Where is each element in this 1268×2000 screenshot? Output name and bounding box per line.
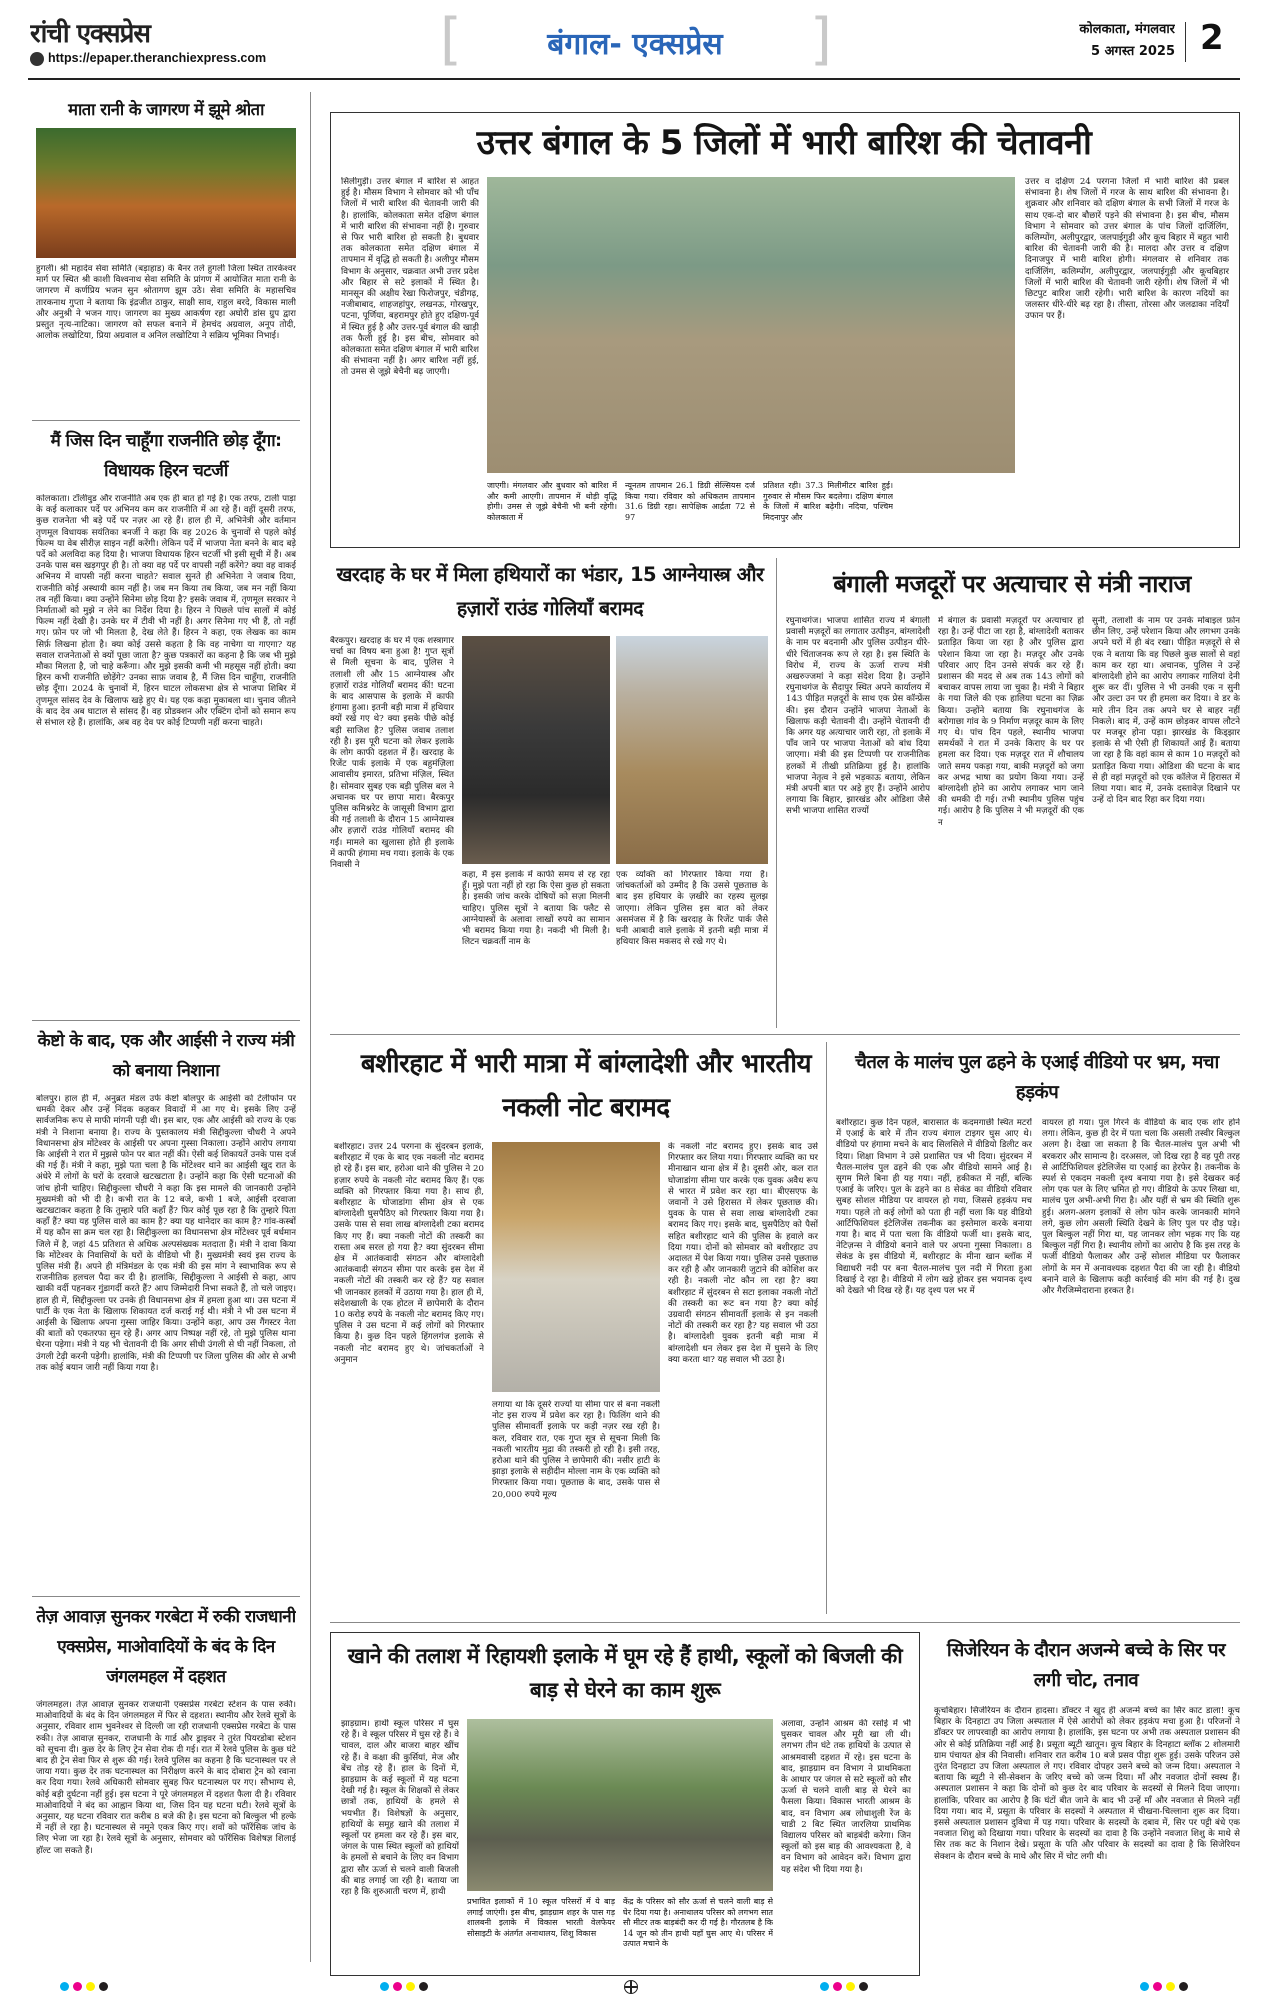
cyan-mark	[380, 1982, 389, 1991]
rajdhani-headline: तेज़ आवाज़ सुनकर गरबेटा में रुकी राजधानी एक्सप्रेस, माओवादियों के बंद के दिन जंगलमहल में दहशत	[36, 1607, 296, 1687]
building-photo	[616, 636, 768, 864]
magenta-mark	[1153, 1982, 1162, 1991]
mid-rule	[330, 1034, 1240, 1035]
cyan-mark	[1140, 1982, 1149, 1991]
page-number: 2	[1200, 18, 1224, 58]
jagran-photo	[36, 128, 296, 258]
cesarean-body: कूचबिहार। सिजेरियन के दौरान हादसा। डॉक्टर ने खुद ही अजन्मे बच्चे का सिर काट डाला! कूच बिहार के दिनहाटा उप जिला अस्पताल में ऐसे आरोपों को लेकर हड़कंप मचा हुआ है। परिजनों ने डॉक्टर पर लापरवाही का आरोप लगाया है। हालांकि, इस घटना पर अभी तक अस्पताल प्रशासन की ओर से कोई प्रतिक्रिया नहीं आई है। प्रसूता ब्यूटी खातून। कूच बिहार के दिनहाटा ब्लॉक 2 शोलमारी ग्राम पंचायत क्षेत्र की निवासी। शनिवार रात करीब 10 बजे प्रसव पीड़ा शुरू हुई। उसके परिजन उसे तुरंत दिनहाटा उप जिला अस्पताल ले गए। रविवार दोपहर उसने बच्चे को जन्म दिया। अस्पताल ने बताया कि ब्यूटी ने सी-सेक्शन के जरिए बच्चे को जन्म दिया। माँ और नवजात दोनों स्वस्थ हैं। अस्पताल प्रशासन ने कहा कि दोनों को कुछ देर बाद परिवार के सदस्यों से मिलने दिया जाएगा। हालांकि, परिवार का आरोप है कि घंटों बीत जाने के बाद भी उन्हें माँ और नवजात से मिलने नहीं दिया गया। बाद में, प्रसूता के परिवार के सदस्यों ने अस्पताल में चीखना-चिल्लाना शुरू कर दिया। इससे अस्पताल प्रशासन दुविधा में पड़ गया। परिवार के सदस्यों के दबाव में, सिर पर पट्टी बंधे एक नवजात शिशु को दिखाया गया। परिवार के सदस्यों का दावा है कि उन्होंने नवजात शिशु के माथे से सिर तक कट के निशान देखे। प्रसूता के पति और परिवार के सदस्यों का दावा है कि सिजेरियन सेक्शन के दौरान बच्चे के माथे और सिर में चोट लगी थी।	[934, 1706, 1240, 1862]
magenta-mark	[73, 1982, 82, 1991]
hathi-box	[330, 1632, 920, 1976]
chaital-headline: चैतल के मालंच पुल ढहने के एआई वीडियो पर भ्रम, मचा हड़कंप	[855, 1052, 1219, 1103]
jagran-body: हुगली। श्री महादेव सेवा समिति (बड़ाहाड) के बैनर तले हुगली जिला स्थित तारकेश्वर मार्ग पर स्थित श्री काशी विश्वनाथ सेवा समिति के प्रांगण में आयोजित माता रानी के जागरण में कर्णप्रिय भजन सुन श्रोतागण झूम उठे। सेवा समिति के महासचिव तारकनाथ गुप्ता ने बताया कि इंद्रजीत ठाकुर, साक्षी साव, राहुल बरदे, विकास माली और अनुश्री ने भजन गाए। जागरण का मुख्य आकर्षण रहा अघोरी डांस ग्रुप द्वारा प्रस्तुत नृत्य-नाटिका। जागरण को सफल बनाने में हेमचंद अग्रवाल, अनूप तोदी, आलोक लखोटिया, प्रिया अग्रवाल व अनिल लखोटिया ने सक्रिय भूमिका निभाई।	[36, 264, 296, 342]
khardah-col-3: एक व्यक्ति को गिरफ्तार किया गया है। जांचकर्ताओं को उम्मीद है कि उससे पूछताछ के बाद इस हथियार के ज़खीरे का रहस्य सुलझ जाएगा। लेकिन पुलिस इस बात को लेकर असमंजस में है कि खरदाह के रिजेंट पार्क जैसे घनी आबादी वाले इलाके में इतनी बड़ी मात्रा में हथियार किस मकसद से रखे गए थे।	[616, 870, 768, 948]
chaital-col-2: वायरल हो गया। पुल गिरने के वीडियो के बाद एक शोर होने लगा। लेकिन, कुछ ही देर में पता चला कि असली तस्वीर बिल्कुल अलग है। देखा जा सकता है कि चैतल-मालंच पुल अभी भी बरकरार और सामान्य है। दरअसल, जो दिख रहा है वह पूरी तरह से आर्टिफिशियल इंटेलिजेंस या एआई का हेरफेर है। तकनीक के स्पर्श से एकदम नकली दृश्य बनाया गया है। इसे देखकर कई लोग एक पल के लिए भ्रमित हो गए। वीडियो के ऊपर लिखा था, मालंच पुल अभी-अभी गिरा है। और यहीं से भ्रम की स्थिति शुरू हुई। अलग-अलग इलाकों से लोग फोन करके जानकारी मांगने लगे, कुछ लोग असली स्थिति देखने के लिए पुल पर दौड़ पड़े। पुल बिल्कुल नहीं गिरा था, यह जानकर लोग भड़क गए कि यह बिल्कुल नहीं गिरा है। स्थानीय लोगों का आरोप है कि इस तरह के फर्जी वीडियो फैलाकर और उन्हें सोशल मीडिया पर फैलाकर लोगों के मन में अनावश्यक दहशत पैदा की जा रही है। वीडियो बनाने वाले के खिलाफ कड़ी कार्रवाई की मांग की गई है। दुख और गैरजिम्मेदाराना हरकत है।	[1042, 1118, 1240, 1297]
yellow-mark	[406, 1982, 415, 1991]
location-day: कोलकाता, मंगलवार	[1079, 22, 1175, 37]
cyan-mark	[60, 1982, 69, 1991]
date-divider	[1185, 22, 1186, 62]
left-bracket: [	[440, 12, 462, 72]
lead-col-5: उत्तर व दक्षिण 24 परगना जिलों में भारी बारिश की प्रबल संभावना है। शेष जिलों में गरज के साथ बारिश की संभावना है। शुक्रवार और शनिवार को दक्षिण बंगाल के सभी जिलों में गरज के साथ एक-दो बार बौछारें पड़ने की संभावना है। इस बीच, मौसम विभाग ने सोमवार को उत्तर बंगाल के पांच जिलों दार्जिलिंग, कलिम्पोंग, अलीपुरद्वार, जलपाईगुड़ी और कूच बिहार में बहुत भारी बारिश की चेतावनी जारी की है। मालदा और उत्तर व दक्षिण दिनाजपुर में भारी बारिश होगी। मंगलवार से शनिवार तक दार्जिलिंग, कलिम्पोंग, अलीपुरद्वार, जलपाईगुड़ी और कूचबिहार जिलों में भारी बारिश की चेतावनी जारी रहेगी। शेष जिलों में भी छिटपुट बारिश जारी रहेगी। भारी बारिश के कारण नदियों का जलस्तर धीरे-धीरे बढ़ रहा है। तीस्ता, तोरसा और जलढाका नदियाँ उफान पर हैं।	[1025, 177, 1229, 322]
mazdoor-col-2: में बंगाल के प्रवासी मज़दूरों पर अत्याचार हो रहा है। उन्हें पीटा जा रहा है, बांग्लादेशी बताकर प्रताड़ित किया जा रहा है और पुलिस द्वारा परेशान किया जा रहा है। मज़दूर और उनके परिवार आए दिन उनसे संपर्क कर रहे हैं। प्रशासन की मदद से अब तक 143 लोगों को बचाकर वापस लाया जा चुका है। मंत्री ने बिहार के गया जिले की एक हालिया घटना का ज़िक्र किया। उन्होंने बताया कि रघुनाथगंज के बरोगाछा गांव के 9 निर्माण मज़दूर काम के लिए गए थे। पांच दिन पहले, स्थानीय भाजपा समर्थकों ने रात में उनके किराए के घर पर हमला कर दिया। एक मज़दूर रात में शौचालय जाते समय पकड़ा गया, बाकी मज़दूरों को जगा कर अभद्र भाषा का प्रयोग किया गया। उन्हें बांग्लादेशी होने का आरोप लगाकर भाग जाने की धमकी दी गई। तभी स्थानीय पुलिस पहुंच गई। आरोप है कि पुलिस ने भी मज़दूरों की एक न	[938, 616, 1084, 828]
issue-date: 5 अगस्त 2025	[1091, 44, 1175, 59]
black-mark	[859, 1982, 868, 1991]
cesarean-headline: सिजेरियन के दौरान अजन्मे बच्चे के सिर पर लगी चोट, तनाव	[946, 1640, 1226, 1691]
hathi-col-1: झाड़ग्राम। हाथी स्कूल परिसर में घुस रहे हैं। वे स्कूल परिसर में घुस रहे हैं। वे चावल, दाल और बाजरा बाहर खींच रहे हैं। वे कक्षा की कुर्सियां, मेज और बेंच तोड़ रहे हैं। हाल के दिनों में, झाड़ग्राम के कई स्कूलों में यह घटना देखी गई है। स्कूल के शिक्षकों से लेकर छात्रों तक, हाथियों के हमले से भयभीत हैं। विशेषज्ञों के अनुसार, हाथियों के समूह खाने की तलाश में स्कूलों पर हमला कर रहे हैं। इस बार, जंगल के पास स्थित स्कूलों को हाथियों के हमलों से बचाने के लिए वन विभाग द्वारा सौर ऊर्जा से चलने वाली बिजली की बाड़ लगाई जा रही है। बताया जा रहा है कि शुरुआती चरण में, हाथी	[341, 1719, 459, 1898]
lead-headline: उत्तर बंगाल के 5 जिलों में भारी बारिश की चेतावनी	[476, 123, 1092, 163]
left-rule-1	[32, 420, 300, 421]
cyan-mark	[820, 1982, 829, 1991]
rajdhani-body: जंगलमहल। तेज़ आवाज़ सुनकर राजधानी एक्सप्रेस गरबेटा स्टेशन के पास रुकी। माओवादियों के बंद के दिन जंगलमहल में फिर से दहशत। स्थानीय और रेलवे सूत्रों के अनुसार, रविवार शाम भुवनेश्वर से दिल्ली जा रही राजधानी एक्सप्रेस गरबेटा के पास रुकी। तेज़ आवाज़ सुनकर, राजधानी के गार्ड और ड्राइवर ने तुरंत पियरडोबा स्टेशन को सूचना दी। कुछ देर के लिए ट्रेन सेवा रोक दी गई। रात में रेलवे पुलिस के कुछ घंटे बाद ही ट्रेन सेवा फिर से शुरू की गई। रेलवे पुलिस का कहना है कि घटनास्थल पर ले जाया गया। कुछ देर तक घटनास्थल का निरीक्षण करने के बाद दोबारा ट्रेन को रवाना कर दिया गया। रेलवे अधिकारी सोमवार सुबह फिर घटनास्थल पर गए। सौभाग्य से, कोई बड़ी दुर्घटना नहीं हुई। इस घटना ने पूरे जंगलमहल में दहशत फैला दी है। रविवार माओवादियों ने बंद का आह्वान किया था, जिस दिन यह घटना घटी। रेलवे सूत्रों के अनुसार, यह घटना रविवार रात करीब 8 बजे की है। इस घटना को बिल्कुल भी हल्के में नहीं ले रहा है। घटनास्थल से नमूने एकत्र किए गए। शवों को फॉरेंसिक जांच के लिए भेजा जा रहा है। रेलवे सूत्रों के अनुसार, सोमवार को फॉरेंसिक विशेषज्ञ शिलाई हॉल्ट जा सकते हैं।	[36, 1700, 296, 1856]
ic-headline: केष्टो के बाद, एक और आईसी ने राज्य मंत्री को बनाया निशाना	[37, 1031, 295, 1081]
left-rule-2	[32, 1020, 300, 1021]
color-registration-left	[60, 1982, 108, 1992]
color-registration-mid-left	[380, 1982, 428, 1992]
yellow-mark	[1166, 1982, 1175, 1991]
crosshair-icon	[624, 1980, 638, 1994]
magenta-mark	[393, 1982, 402, 1991]
mazdoor-col-3: सुनी, तलाशी के नाम पर उनके मोबाइल फ़ोन छीन लिए, उन्हें परेशान किया और लगभग उनके अपने घरों में ही बंद रखा। पीड़ित मज़दूरों से से एक ने बताया कि वह पिछले कुछ सालों से वहां काम कर रहा था। अचानक, पुलिस ने उन्हें बांग्लादेशी होने का आरोप लगाकर गालियां देनी शुरू कर दीं। पुलिस ने भी उनकी एक न सुनी और उल्टा उन पर ही हमला कर दिया। वे डर के मारे तीन दिन तक अपने घर से बाहर नहीं निकले। बाद में, उन्हें काम छोड़कर वापस लौटने पर मजबूर होना पड़ा। झारखंड के किड्झार इलाके से भी ऐसी ही शिकायतें आई हैं। बताया जा रहा है कि वहां काम से काम 10 मज़दूरों को प्रताड़ित किया गया। ओडिशा की घटना के बाद से ही वहां मज़दूरों को एक कॉलेज में हिरासत में लिया गया। बाद में, उनके दस्तावेज़ दिखाने पर उन्हें दो दिन बाद रिहा कर दिया गया।	[1092, 616, 1240, 806]
car-photo	[462, 636, 610, 864]
khardah-divider	[776, 558, 777, 1028]
black-mark	[99, 1982, 108, 1991]
basirhat-col-2: लगाया था कि दूसरे राज्यों या सीमा पार से बना नकली नोट इस राज्य में प्रवेश कर रहा है। फिलिंग थाने की पुलिस सीमावर्ती इलाके पर कड़ी नज़र रख रही है। कल, रविवार रात, एक गुप्त सूत्र से सूचना मिली कि नकली भारतीय मुद्रा की तस्करी हो रही है। इसी तरह, हरोआ थाने की पुलिस ने छापेमारी की। नसीर हाटी के झाड़ा इलाके से सहीदीन मोल्ला नाम के एक व्यक्ति को गिरफ्तार किया गया। पूछताछ के बाद, उसके पास से 20,000 रुपये मूल्य	[492, 1400, 660, 1500]
khardah-col-2: कहा, मैं इस इलाके में काफी समय से रह रहा हूँ। मुझे पता नहीं हो रहा कि ऐसा कुछ हो सकता है। इसकी जांच करके दोषियों को सज़ा मिलनी चाहिए। पुलिस सूत्रों ने बताया कि फ्लैट से आग्नेयास्त्रों के अलावा लाखों रुपये का सामान भी बरामद किया गया है। नकदी भी मिली है। लिटन चक्रवर्ती नाम के	[462, 870, 610, 948]
hathi-headline: खाने की तलाश में रिहायशी इलाके में घूम रहे हैं हाथी, स्कूलों को बिजली की बाड़ से घेरने का काम शुरू	[347, 1644, 903, 1702]
ic-body: बोलपुर। हाल ही में, अनुब्रत मंडल उर्फ केष्टो बोलपुर के आईसी को टेलीफोन पर धमकी देकर और उन्हें निंदक कहकर विवादों में आ गए थे। इसके लिए उन्हें सार्वजनिक रूप से माफी मांगनी पड़ी थी। इस बार, एक और आईसी को राज्य के एक मंत्री ने निशाना बनाया है। राज्य के पुस्तकालय मंत्री सिद्दीकुल्ला चौधरी ने अपने विधानसभा क्षेत्र मोंटेश्वर के आईसी पर अपना गुस्सा निकाला। उन्होंने आरोप लगाया कि आईसी ने रात में मुझसे फोन पर बात नहीं की। ऐसी कई शिकायतें उनके पास दर्ज की गई हैं। मंत्री ने कहा, मुझे पता चला है कि मोंटेश्वर थाने का आईसी खुद रात के अंधेरे में लोगों के घरों के दरवाजे खटखटाता है। उन्होंने कहा कि ऐसी घटनाओं की जांच होनी चाहिए। सिद्दीकुल्ला चौधरी ने कहा कि इस मामले की जानकारी उन्होंने मुख्यमंत्री को भी दी है। कभी रात के 12 बजे, कभी 1 बजे, आईसी दरवाजा खटखटाकर कहता है कि तुम्हारे पति कहाँ हैं? फिर कोई पूछ रहा है कि तुम्हारे पिता कहाँ हैं? क्या यह पुलिस वाले का काम है? क्या यह थानेदार का काम है? गांव-कस्बों में यह कौन सा क्रम चल रहा है। सिद्दीकुल्ला का विधानसभा क्षेत्र मोंटेश्वर पूर्व बर्धमान जिले में है, जहां 45 प्रतिशत से अधिक अल्पसंख्यक मतदाता हैं। मंत्री ने दावा किया कि मोंटेश्वर के निवासियों के घरों के वीडियो भी हैं। मुख्यमंत्री स्वयं इस राज्य के पुलिस मंत्री हैं। अपने ही मंत्रिमंडल के एक मंत्री की इस मांग ने स्वाभाविक रूप से राजनीतिक हलचल पैदा कर दी है। हालांकि, सिद्दीकुल्ला ने आईसी से कहा, आप खाकी वर्दी पहनकर गुंडागर्दी करते हैं? आप जिम्मेदारी निभा सकते हैं, तो चले जाइए। हाल ही में, सिद्दीकुल्ला पर उनके ही विधानसभा क्षेत्र में हमला हुआ था। उस घटना में पार्टी के एक नेता के खिलाफ शिकायत दर्ज कराई गई थी। मंत्री ने भी उस घटना में आईसी के खिलाफ अपना गुस्सा जाहिर किया। उन्होंने कहा, आप उस गैंगस्टर नेता की बातों को एकतरफा सुन रहे हैं। अगर आप निष्पक्ष नहीं रहे, तो मुझे पुलिस थाना घेरना पड़ेगा। मंत्री ने यह भी चेतावनी दी कि अगर सीधी उंगली से घी नहीं निकला, तो उंगली टेढ़ी करनी पड़ेगी। हालांकि, मंत्री की टिप्पणी पर जिला पुलिस की ओर से अभी तक कोई बयान जारी नहीं किया गया है।	[36, 1094, 296, 1373]
lead-col-1: सिलीगुड़ी। उत्तर बंगाल में बारिश से आहत हुई है। मौसम विभाग ने सोमवार को भी पाँच जिलों में भारी बारिश की चेतावनी जारी की है। हालांकि, कोलकाता समेत दक्षिण बंगाल में भारी बारिश की संभावना नहीं है। गुरुवार से फिर भारी बारिश हो सकती है। बुधवार तक कोलकाता समेत दक्षिण बंगाल में तापमान में वृद्धि हो सकती है। अलीपुर मौसम विभाग के अनुसार, चक्रवात अभी उत्तर प्रदेश और बिहार से सटे इलाकों में स्थित है। मानसून की अक्षीय रेखा फिरोजपुर, चंडीगढ़, नजीबाबाद, शाहजहांपुर, लखनऊ, गोरखपुर, पटना, पूर्णिया, बहरामपुर होते हुए दक्षिण-पूर्व में स्थित हुई है और उत्तर-पूर्व बंगाल की खाड़ी तक फैली हुई है। इस बीच, सोमवार को कोलकाता समेत दक्षिण बंगाल में भारी बारिश की संभावना नहीं है। अगर बारिश नहीं हुई, तो उमस से जूझे बेचैनी बढ़ जाएगी।	[341, 177, 479, 378]
khardah-headline: खरदाह के घर में मिला हथियारों का भंडार, 15 आग्नेयास्त्र और हज़ारों राउंड गोलियाँ बरामद	[336, 563, 764, 620]
right-bracket: ]	[810, 12, 832, 72]
left-rule-3	[32, 1596, 300, 1597]
paper-logo: रांची एक्सप्रेस	[30, 19, 151, 49]
magenta-mark	[833, 1982, 842, 1991]
lead-col-3: न्यूनतम तापमान 26.1 डिग्री सेल्सियस दर्ज किया गया। रविवार को अधिकतम तापमान 31.6 डिग्री रहा। सापेक्षिक आर्द्रता 72 से 97	[625, 481, 755, 522]
basirhat-col-3: के नकली नोट बरामद हुए। इसके बाद उसे गिरफ्तार कर लिया गया। गिरफ्तार व्यक्ति का घर मीनाखान थाना क्षेत्र में है। दूसरी ओर, कल रात घोजाडांगा सीमा पार करके एक युवक अवैध रूप से भारत में प्रवेश कर रहा था। बीएसएफ के जवानों ने उसे हिरासत में लेकर पूछताछ की। युवक के पास से सवा लाख बांग्लादेशी टका बरामद किए गए। इसके बाद, घुसपैठिए को पैसों सहित बशीरहाट थाने की पुलिस के हवाले कर दिया गया। दोनों को सोमवार को बशीरहाट उप अदालत में पेश किया गया। पुलिस उनसे पूछताछ कर रही है और जानकारी जुटाने की कोशिश कर रही है। नकली नोट कौन ला रहा है? क्या बशीरहाट में सुंदरबन से सटा इलाका नकली नोटों की तस्करी का रूट बन गया है? क्या कोई उग्रवादी संगठन सीमावर्ती इलाके से इन नकली नोटों की तस्करी कर रहा है? यह सवाल भी उठा है। बांग्लादेशी युवक इतनी बड़ी मात्रा में बांग्लादेशी धन लेकर इस देश में घुसने के लिए क्या करता था? यह सवाल भी उठा है।	[668, 1142, 818, 1365]
chaital-col-1: बशीरहाट। कुछ दिन पहले, बारासात के कदमगाछी स्थित मटरों में एआई के बारे में तीन राज्य बंगाल टाइगर घुस आए थे। वीडियो पर हंगामा मचने के बाद सिलसिले में वीडियो डिलीट कर दिया। शिक्षा विभाग ने उसे प्रशासित पत्र भी दिया। सुंदरबन में चैतल-मालंच पुल ढहने की एक और वीडियो सामने आई है। सुगम मिले बिना ही यह गया। नहीं, हकीकत में नहीं, बल्कि एआई के जरिए। पुल के ढहने का 8 सेकंड का वीडियो रविवार सुबह सोशल मीडिया पर वायरल हो गया, जिससे हड़कंप मच गया। पहले तो कई लोगों को पता ही नहीं चला कि यह वीडियो आर्टिफिशियल इंटेलिजेंस तकनीक का इस्तेमाल करके बनाया गया है। बाद में पता चला कि वीडियो फर्जी था। इसके बाद, नेटिज़न्स ने वीडियो बनाने वाले पर अपना गुस्सा निकाला। 8 सेकंड के इस वीडियो में, बशीरहाट के मीना खान ब्लॉक में विद्याधरी नदी पर बना चैतल-मालंच पुल नदी में गिरता हुआ दिखाई दे रहा है। वीडियो में लोग खड़े होकर इस भयानक दृश्य को देखते भी दिख रहे हैं। यह दृश्य पल भर में	[836, 1118, 1032, 1297]
masthead-rule	[28, 78, 1240, 80]
khardah-col-1: बैरकपुर। खरदाह के घर में एक शस्त्रागार चर्चा का विषय बना हुआ है! गुप्त सूत्रों से मिली सूचना के बाद, पुलिस ने तलाशी ली और 15 आग्नेयास्त्र और हज़ारों राउंड गोलियाँ बरामद कीं! घटना के बाद आसपास के इलाके में काफी हंगामा हुआ। इतनी बड़ी मात्रा में हथियार क्यों रखे गए थे? क्या इसके पीछे कोई बड़ी साजिश है? पुलिस जवाब तलाश रही है। इस पूरी घटना को लेकर इलाके के लोग काफी दहशत में हैं। खरदाह के रिजेंट पार्क इलाके में एक बहुमंज़िला आवासीय इमारत, प्रतिभा मंज़िल, स्थित है। सोमवार सुबह एक बड़ी पुलिस बल ने अचानक घर पर छापा मारा। बैरकपुर पुलिस कमिश्नरेट के जासूसी विभाग द्वारा की गई तलाशी के दौरान 15 आग्नेयास्त्र और हज़ारों राउंड गोलियाँ बरामद की गईं। मामले का खुलासा होते ही इलाके में काफी हंगामा मच गया। इलाके के एक निवासी ने	[330, 636, 454, 871]
hiran-body: कोलकाता। टॉलीवुड और राजनीति अब एक ही बात हो गई है। एक तरफ, टाली पाड़ा के कई कलाकार पर्दे पर अभिनय कम कर राजनीति में आ रहे हैं। वहीं दूसरी तरफ, कुछ राजनेता भी बड़े पर्दे पर नज़र आ रहे हैं। हाल ही में, अभिनेत्री और वर्तमान तृणमूल विधायक सयंतिका बनर्जी ने कहा कि वह 2026 के चुनावों से पहले कोई फिल्म या वेब सीरीज़ साइन नहीं करेंगी। लेकिन पर्दे में भाजपा नेता बनने के बाद बड़े पर्दे को अलविदा कह दिया है। भाजपा विधायक हिरन चटर्जी भी इसी सूची में हैं। अब उनके पास बस खड़गपुर ही है। तो क्या वह पर्दे पर वापसी नहीं करेंगे? क्या वह वाकई अभिनय में वापसी नहीं करना चाहते? सवाल सुनते ही अभिनेता ने जवाब दिया, राजनीति कोई अस्थायी काम नहीं है। जब मन किया तब किया, जब मन नहीं किया तब नहीं किया। क्या उन्होंने सिनेमा छोड़ दिया है? इसके जवाब में, तृणमूल सरकार ने निर्माताओं को मुझे न लेने का निर्देश दिया है। हिरन ने पिछले पांच सालों में कोई फिल्म नहीं देखी है। उनके घर में टीवी भी नहीं है। अगर सिनेमा गए भी हैं, तो नहीं गए। फ़ोन पर जो भी मिलता है, देख लेते हैं। हिरन ने कहा, एक लेखक का काम सिर्फ़ लिखना होता है। क्या कोई उससे कहता है कि वह नाचेगा या गाएगा? यह सवाल राजनेताओं से क्यों पूछा जाता है? कुछ पत्रकारों का कहना है कि जब भी मुझे मौका मिलता है, जो चाहे करूँगा। और मुझे इसकी कमी भी महसूस नहीं होती। क्या हिरन कभी राजनीति छोड़ेंगे? उनका साफ़ जवाब है, मैं जिस दिन चाहूँगा, राजनीति छोड़ दूँगा। 2024 के चुनावों में, हिरन घाटल लोकसभा क्षेत्र से भाजपा शिबिर में तृणमूल सांसद देव के खिलाफ खड़े हुए थे। यह एक कड़ा मुकाबला था। चुनाव जीतने के बाद देव अब घाटाल से सांसद हैं। वह प्रोडक्शन और एक्टिंग दोनों को समान रूप से संभाल रहे हैं। हालांकि, अब वह देव पर कोई टिप्पणी नहीं करना चाहते।	[36, 494, 296, 729]
lead-col-4: प्रतिशत रही। 37.3 मिलीमीटर बारिश हुई। गुरुवार से मौसम फिर बदलेगा। दक्षिण बंगाल के जिलों में बारिश बढ़ेगी। नदिया, पश्चिम मिदनापुर और	[763, 481, 893, 522]
basirhat-divider	[826, 1042, 827, 1614]
hiran-headline: मैं जिस दिन चाहूँगा राजनीति छोड़ दूँगा: विधायक हिरन चटर्जी	[50, 431, 282, 481]
mazdoor-headline: बंगाली मजदूरों पर अत्याचार से मंत्री नाराज	[833, 570, 1191, 598]
color-registration-mid-right	[820, 1982, 868, 1992]
basirhat-headline: बशीरहाट में भारी मात्रा में बांग्लादेशी और भारतीय नकली नोट बरामद	[360, 1049, 812, 1123]
yellow-mark	[846, 1982, 855, 1991]
epaper-link[interactable]: https://epaper.theranchiexpress.com	[48, 51, 267, 65]
lead-story-box	[330, 112, 1240, 548]
arrest-photo	[492, 1142, 660, 1392]
left-column-divider	[310, 92, 311, 1962]
black-mark	[419, 1982, 428, 1991]
hathi-caption-1: प्रभावित इलाकों में 10 स्कूल परिसरों में ये बाड़ लगाई जाएंगी। इस बीच, झाड़ग्राम शहर के पास गड़ शालबनी इलाके में विकास भारती वेलफेयर सोसाइटी के अंतर्गत अनाथालय, शिशु विकास	[467, 1897, 615, 1938]
hathi-caption-2: केंद्र के परिसर को सौर ऊर्जा से चलने वाली बाड़ से घेर दिया गया है। अनाथालय परिसर को लगभग सात सौ मीटर तक बाड़बंदी कर दी गई है। गौरतलब है कि 14 जून को तीन हाथी यहाँ घुस आए थे। परिसर में उत्पात मचाने के	[623, 1897, 773, 1948]
flood-photo	[487, 177, 1015, 473]
left-column	[28, 92, 304, 1982]
elephant-photo	[467, 1719, 773, 1891]
lower-rule	[330, 1622, 1240, 1623]
globe-icon	[30, 52, 44, 66]
jagran-headline: माता रानी के जागरण में झूमे श्रोता	[68, 100, 264, 119]
black-mark	[1179, 1982, 1188, 1991]
section-title: बंगाल- एक्सप्रेस	[547, 27, 723, 62]
basirhat-col-1: बशीरहाट। उत्तर 24 परगना के सुंदरबन इलाके, बशीरहाट में एक के बाद एक नकली नोट बरामद हो रहे हैं। इस बार, हरोआ थाने की पुलिस ने 20 हज़ार रुपये के नकली नोट बरामद किए हैं। एक व्यक्ति को गिरफ्तार किया गया है। साथ ही, बशीरहाट के घोजाडांगा सीमा क्षेत्र से एक बांग्लादेशी घुसपैठिए को गिरफ्तार किया गया है। उसके पास से सवा लाख बांग्लादेशी टका बरामद किए गए हैं। क्या नकली नोटों की तस्करी का रास्ता अब सरल हो गया है? क्या सुंदरबन सीमा क्षेत्र में आतंकवादी संगठन और बांग्लादेशी आतंकवादी संगठन सीमा पार करके इस देश में नकली नोटों की तस्करी कर रहे हैं? यह सवाल भी जानकार हलकों में उठाया गया है। हाल ही में, संदेशखाली के एक होटल में छापेमारी के दौरान 10 करोड़ रुपये के नकली नोट बरामद किए गए। पुलिस ने उस घटना में कई लोगों को गिरफ्तार किया है। कुछ दिन पहले हिंगलगंज इलाके से नकली नोट बरामद हुए थे। जांचकर्ताओं ने अनुमान	[334, 1142, 484, 1365]
lead-col-2: जाएगी। मंगलवार और बुधवार को बारिश में और कमी आएगी। तापमान में थोड़ी वृद्धि होगी। उमस से जूझे बेचैनी भी बनी रहेगी। कोलकाता में	[487, 481, 617, 522]
yellow-mark	[86, 1982, 95, 1991]
mazdoor-col-1: रघुनाथगंज। भाजपा शासित राज्य में बंगाली प्रवासी मज़दूरों का लगातार उत्पीड़न, बांग्लादेशी के नाम पर बदनामी और पुलिस उत्पीड़न धीरे-धीरे चिंताजनक रूप ले रहा है। इस स्थिति के विरोध में, राज्य के ऊर्जा राज्य मंत्री अखरुज्जमां ने कड़ा संदेश दिया है। उन्होंने रघुनाथगंज के सैदापुर स्थित अपने कार्यालय में 143 पीड़ित मज़दूरों के साथ एक प्रेस कॉन्फ्रेंस की। इस दौरान उन्होंने भाजपा नेताओं के खिलाफ कड़ी चेतावनी दी। उन्होंने चेतावनी दी कि अगर यह अत्याचार जारी रहा, तो इलाके में पाँव जाने पर भाजपा नेताओं को बांध दिया जाएगा। मंत्री की इस टिप्पणी पर राजनीतिक हलकों में तीखी प्रतिक्रिया हुई है। हालांकि भाजपा नेतृत्व ने इसे भड़काऊ बताया, लेकिन मंत्री अपनी बात पर अड़े हुए हैं। उन्होंने आरोप लगाया कि बिहार, झारखंड और ओडिशा जैसे सभी भाजपा शासित राज्यों	[786, 616, 930, 817]
hathi-col-3: अलावा, उन्होंने आश्रम की रसोई में भी घुसकर चावल और मूरी खा ली थी। लगभग तीन घंटे तक हाथियों के उत्पात से आश्रमवासी दहशत में रहे। इस घटना के बाद, झाड़ग्राम वन विभाग ने प्राथमिकता के आधार पर जंगल से सटे स्कूलों को सौर ऊर्जा से चलने वाली बाड़ से घेरने का फैसला किया। विकास भारती आश्रम के बाद, वन विभाग अब लोधाशुली रेंज के चाडी 2 बिट स्थित जारलिया प्राथमिक विद्यालय परिसर को बाड़बंदी करेगा। जिन स्कूलों को इस बाड़ की आवश्यकता है, वे वन विभाग को आवेदन करें। विभाग द्वारा यह संदेश भी दिया गया है।	[781, 1719, 911, 1875]
color-registration-right	[1140, 1982, 1188, 1992]
